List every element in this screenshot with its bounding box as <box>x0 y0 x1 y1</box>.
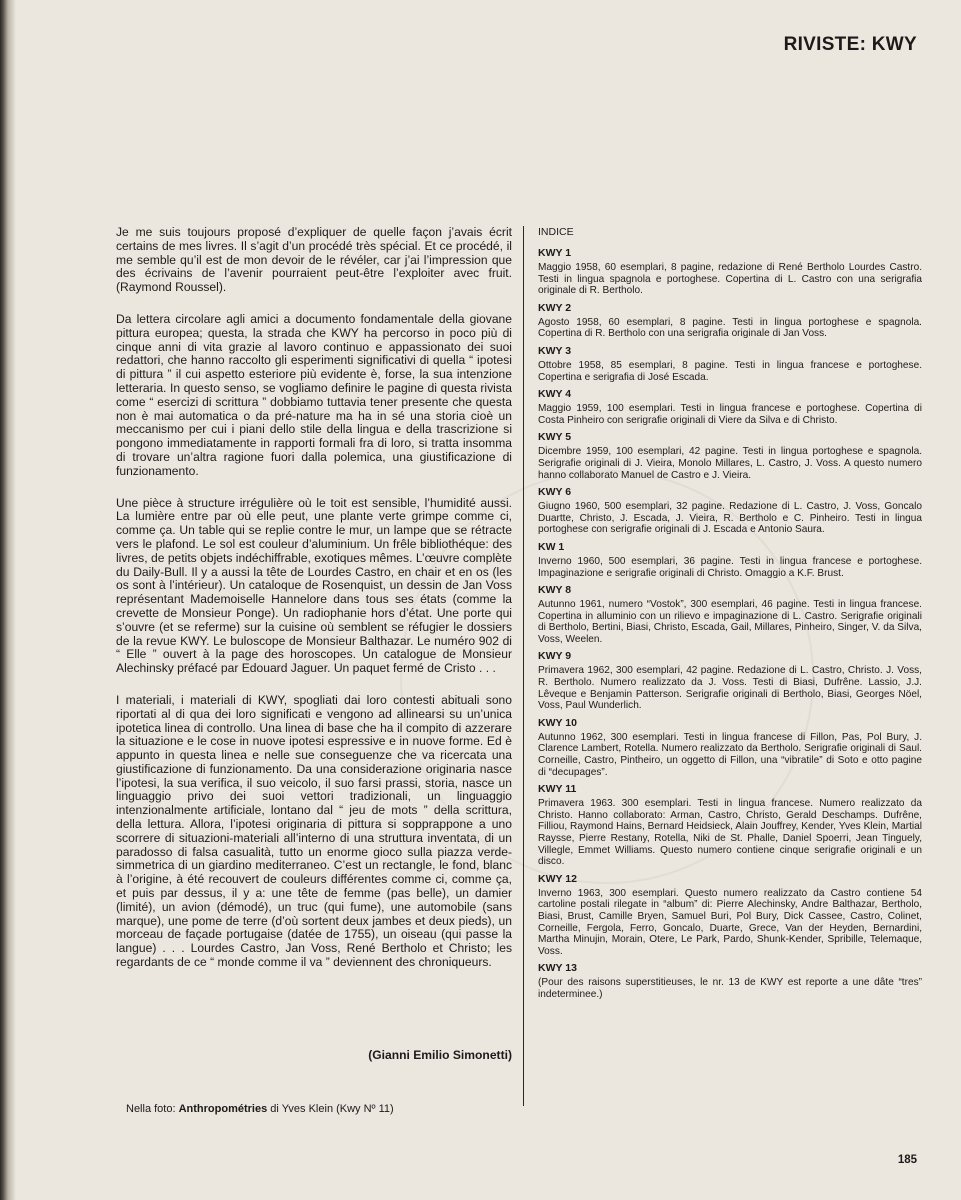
issue-description: Maggio 1959, 100 esemplari. Testi in lingua francese e portoghese. Copertina di Costa Pinheiro con serigrafie originali di Viere da Silva e di Christo. <box>538 403 922 426</box>
index-entry <box>538 650 922 711</box>
issue-title: KW 1 <box>538 540 565 553</box>
caption-suffix: di Yves Klein (Kwy Nº 11) <box>267 1103 394 1115</box>
index-column <box>538 226 922 1006</box>
issue-title: KWY 2 <box>538 301 572 314</box>
caption-prefix: Nella foto: <box>126 1103 179 1115</box>
issue-title: KWY 9 <box>538 650 572 663</box>
caption-artwork-title: Anthropométries <box>178 1103 268 1115</box>
issue-title: KWY 5 <box>538 431 572 444</box>
article-paragraph: I materiali, i materiali di KWY, spogliati dai loro contesti abituali sono riportati al di qua dei loro significati e vengono ad allinearsi su un’unica ipotetica linea di controllo. Una linea di base che ha il compito di azzerare la situazione e le cose in nuove ipotesi espressive e in nuove forme. Ed è appunto in questa linea e nelle sue conseguenze che va ricercata una giustificazione di funzionamento. Da una considerazione originaria nasce l’ipotesi, la sua verifica, il suo veicolo, il suo farsi prassi, storia, nasce un linguaggio privo dei suoi vettori tradizionali, un linguaggio intenzionalmente artificiale, lontano dal “ jeu de mots ” della scrittura, della lettura. Allora, l’ipotesi originaria di pittura si sopprappone a uno scorrere di situazioni-materiali all’interno di una struttura inventata, di un paradosso di falsa casualità, tutto un enorme gioco sulla piazza verde-simmetrica di un giardino mediterraneo. C’est un rectangle, le fond, blanc à l’origine, à été recouvert de couleurs différentes comme ci, comme ça, et puis par dessus, il y a: une tête de femme (pas belle), un damier (limité), un avion (démodé), un truc (qui fume), une automobile (sans marque), une pome de terre (d’où sortent deux jambes et deux pieds), un morceau de façade portugaise (datée de 1755), un oiseau (qui passe la langue) . . . Lourdes Castro, Jan Voss, René Bertholo et Christo; les regardants de ce “ monde comme il va ” deviennent des chroniqueurs. <box>116 692 512 970</box>
issue-description: Primavera 1963. 300 esemplari. Testi in lingua francese. Numero realizzato da Christo. Hanno collaborato: Arman, Castro, Christo, Gerald Deschamps. Dufrêne, Filliou, Raymond Hains, Bernard Heidsieck, Alain Jouffrey, Kender, Yves Klein, Martial Raysse, Pierre Restany, Rotella, Niki de St. Phalle, Daniel Spoerri, Jean Tinguely, Villegle, Emmet Williams. Questo numero contiene cinque serigrafie originali e un disco. <box>538 798 922 868</box>
issue-description: Dicembre 1959, 100 esemplari, 42 pagine. Testi in lingua portoghese e spagnola. Serigrafie originali di J. Vieira, Monolo Millares, L. Castro, J. Voss. A questo numero hanno collaborato Manuel de Castro e J. Vieira. <box>538 446 922 481</box>
issue-title: KWY 10 <box>538 716 577 729</box>
issue-title: KWY 3 <box>538 344 572 357</box>
issue-title: KWY 1 <box>538 247 572 259</box>
index-entry <box>538 302 922 340</box>
issue-description: Giugno 1960, 500 esemplari, 32 pagine. Redazione di L. Castro, J. Voss, Goncalo Duartte, Christo, J. Escada, J. Vieira, R. Bertholo e C. Pinheiro. Testi in lingua portoghese con serigrafie originali di J. Escada e Antonio Saura. <box>538 501 922 536</box>
index-entry <box>538 431 922 481</box>
article-paragraph: Da lettera circolare agli amici a documento fondamentale della giovane pittura europea; questa, la strada che KWY ha percorso in poco più di cinque anni di vita grazie al lavoro continuo e appassionato dei suoi redattori, che hanno raccolto gli esperimenti significativi di quella “ ipotesi di pittura ” il cui aspetto esteriore più evidente è, forse, la sua intenzione letteraria. In questo senso, se vogliamo definire le pagine di questa rivista come “ esercizi di scrittura ” dobbiamo tuttavia tener presente che questa non è mai automatica o da pré-nature ma ha in sé una storia cioè un meccanismo per cui i piani dello stile della lingua e della trascrizione si pongono immediatamente in rapporti formali fra di loro, si tratta insomma di trovare un’altra ragione fuori dalla polemica, una giustificazione di funzionamento. <box>116 311 512 478</box>
issue-description: Autunno 1961, numero “Vostok”, 300 esemplari, 46 pagine. Testi in lingua francese. Copertina in alluminio con un rilievo e impaginazione di L. Castro. Serigrafie originali di Bertholo, Bertini, Biasi, Christo, Escada, Gail, Millares, Pinheiro, Singer, V. da Silva, Voss, Weelen. <box>538 599 922 645</box>
issue-description: Inverno 1963, 300 esemplari. Questo numero realizzato da Castro contiene 54 cartoline postali rilegate in “album” di: Pierre Alechinsky, Andre Balthazar, Bertholo, Biasi, Brust, Camille Bryen, Samuel Buri, Pol Bury, Dick Cassee, Castro, Colinet, Corneille, Fergola, Ferro, Goncalo, Duarte, Grece, Van der Heyden, Bernardini, Martha Minujin, Morain, Otere, Le Park, Pardo, Shunk-Kender, Spribille, Telemaque, Voss. <box>538 887 922 957</box>
photo-caption <box>126 1103 394 1115</box>
issue-title: KWY 4 <box>538 388 572 401</box>
page-title: RIVISTE: KWY <box>783 34 917 55</box>
index-heading: INDICE <box>538 226 574 238</box>
issue-description: Agosto 1958, 60 esemplari, 8 pagine. Testi in lingua portoghese e spagnola. Copertina di R. Bertholo con una serigrafia originale di Jan Voss. <box>538 316 922 340</box>
author-signature: (Gianni Emilio Simonetti) <box>368 1048 512 1062</box>
issue-title: KWY 11 <box>538 783 577 796</box>
index-entry <box>538 247 922 297</box>
issue-title: KWY 12 <box>538 872 577 885</box>
index-entry <box>538 388 922 426</box>
issue-description: Primavera 1962, 300 esemplari, 42 pagine. Redazione di L. Castro, Christo. J. Voss, R. Bertholo. Numero realizzato da J. Voss. Testi di Biasi, Dufrêne. Lassio, J.J. Lêveque e Benjamin Patterson. Serigrafie originali di Bertholo, Biasi, Georges Nöel, Voss, Paul Wunderlich. <box>538 665 922 712</box>
article-body <box>116 226 512 988</box>
index-entry <box>538 717 922 778</box>
index-entry <box>538 486 922 536</box>
article-paragraph: Je me suis toujours proposé d’expliquer de quelle façon j’avais écrit certains de mes livres. Il s’agit d’un procédé très spécial. Et ce procédé, il me semble qu’il est de mon devoir de le révéler, car j’ai l’impression que des écrivains de l’avenir pourraient peut-être l’exploiter avec fruit. (Raymond Roussel). <box>116 225 512 295</box>
issue-title: KWY 8 <box>538 584 572 597</box>
page-binding-edge <box>0 0 16 1200</box>
index-entry <box>538 962 922 1000</box>
index-entry <box>538 584 922 645</box>
index-entry <box>538 873 922 958</box>
index-entry <box>538 345 922 383</box>
issue-title: KWY 13 <box>538 962 577 975</box>
issue-description: (Pour des raisons superstitieuses, le nr. 13 de KWY est reporte a une dâte “tres” indeterminee.) <box>538 977 922 1000</box>
index-entry <box>538 541 922 579</box>
issue-description: Inverno 1960, 500 esemplari, 36 pagine. Testi in lingua francese e portoghese. Impaginazione e serigrafie originali di Christo. Omaggio a K.F. Brust. <box>538 555 922 579</box>
issue-title: KWY 6 <box>538 486 572 499</box>
column-divider <box>523 226 524 1106</box>
issue-description: Maggio 1958, 60 esemplari, 8 pagine, redazione di René Bertholo Lourdes Castro. Testi in lingua spagnola e portoghese. Copertina di L. Castro con una serigrafia originale di R. Bertholo. <box>538 262 922 297</box>
page-number: 185 <box>897 1154 917 1166</box>
article-paragraph: Une pièce à structure irrégulière où le toit est sensible, l’humidité aussi. La lumière entre par où elle peut, une plante verte grimpe comme ci, comme ça. Un table qui se replie contre le mur, un lampe que se rétracte vers le plafond. Le sol est couleur d’aluminium. Un frêle bibliothéque: des livres, de petits objets indéchiffrable, exotiques mêmes. L’œuvre complète du Daily-Bull. Il y a aussi la tête de Lourdes Castro, en chair et en os (les os sont à l’intérieur). Un cataloque de Rosenquist, un dessin de Jan Voss représentant Mademoiselle Hannelore dans tous ses états (comme la crevette de Monsieur Ponge). Un radiophanie hors d’état. Une porte qui s’ouvre (et se referme) sur la cuisine où semblent se réfugier le dossiers de la revue KWY. Le buloscope de Monsieur Balthazar. Le numéro 902 di “ Elle ” ouvert à la page des horoscopes. Un catalogue de Monsieur Alechinsky préfacé par Edouard Jaguer. Un paquet fermé de Cristo . . . <box>116 495 512 676</box>
index-entry <box>538 783 922 868</box>
issue-description: Autunno 1962, 300 esemplari. Testi in lingua francese di Fillon, Pas, Pol Bury, J. Clarence Lambert, Rotella. Numero realizzato da Bertholo. Serigrafie originali di Saul. Corneille, Castro, Pintheiro, un oggetto di Fillon, una “vibratile” di Soto e otto pagine di “decupages”. <box>538 731 922 778</box>
issue-description: Ottobre 1958, 85 esemplari, 8 pagine. Testi in lingua francese e portoghese. Copertina e serigrafia di José Escada. <box>538 359 922 383</box>
